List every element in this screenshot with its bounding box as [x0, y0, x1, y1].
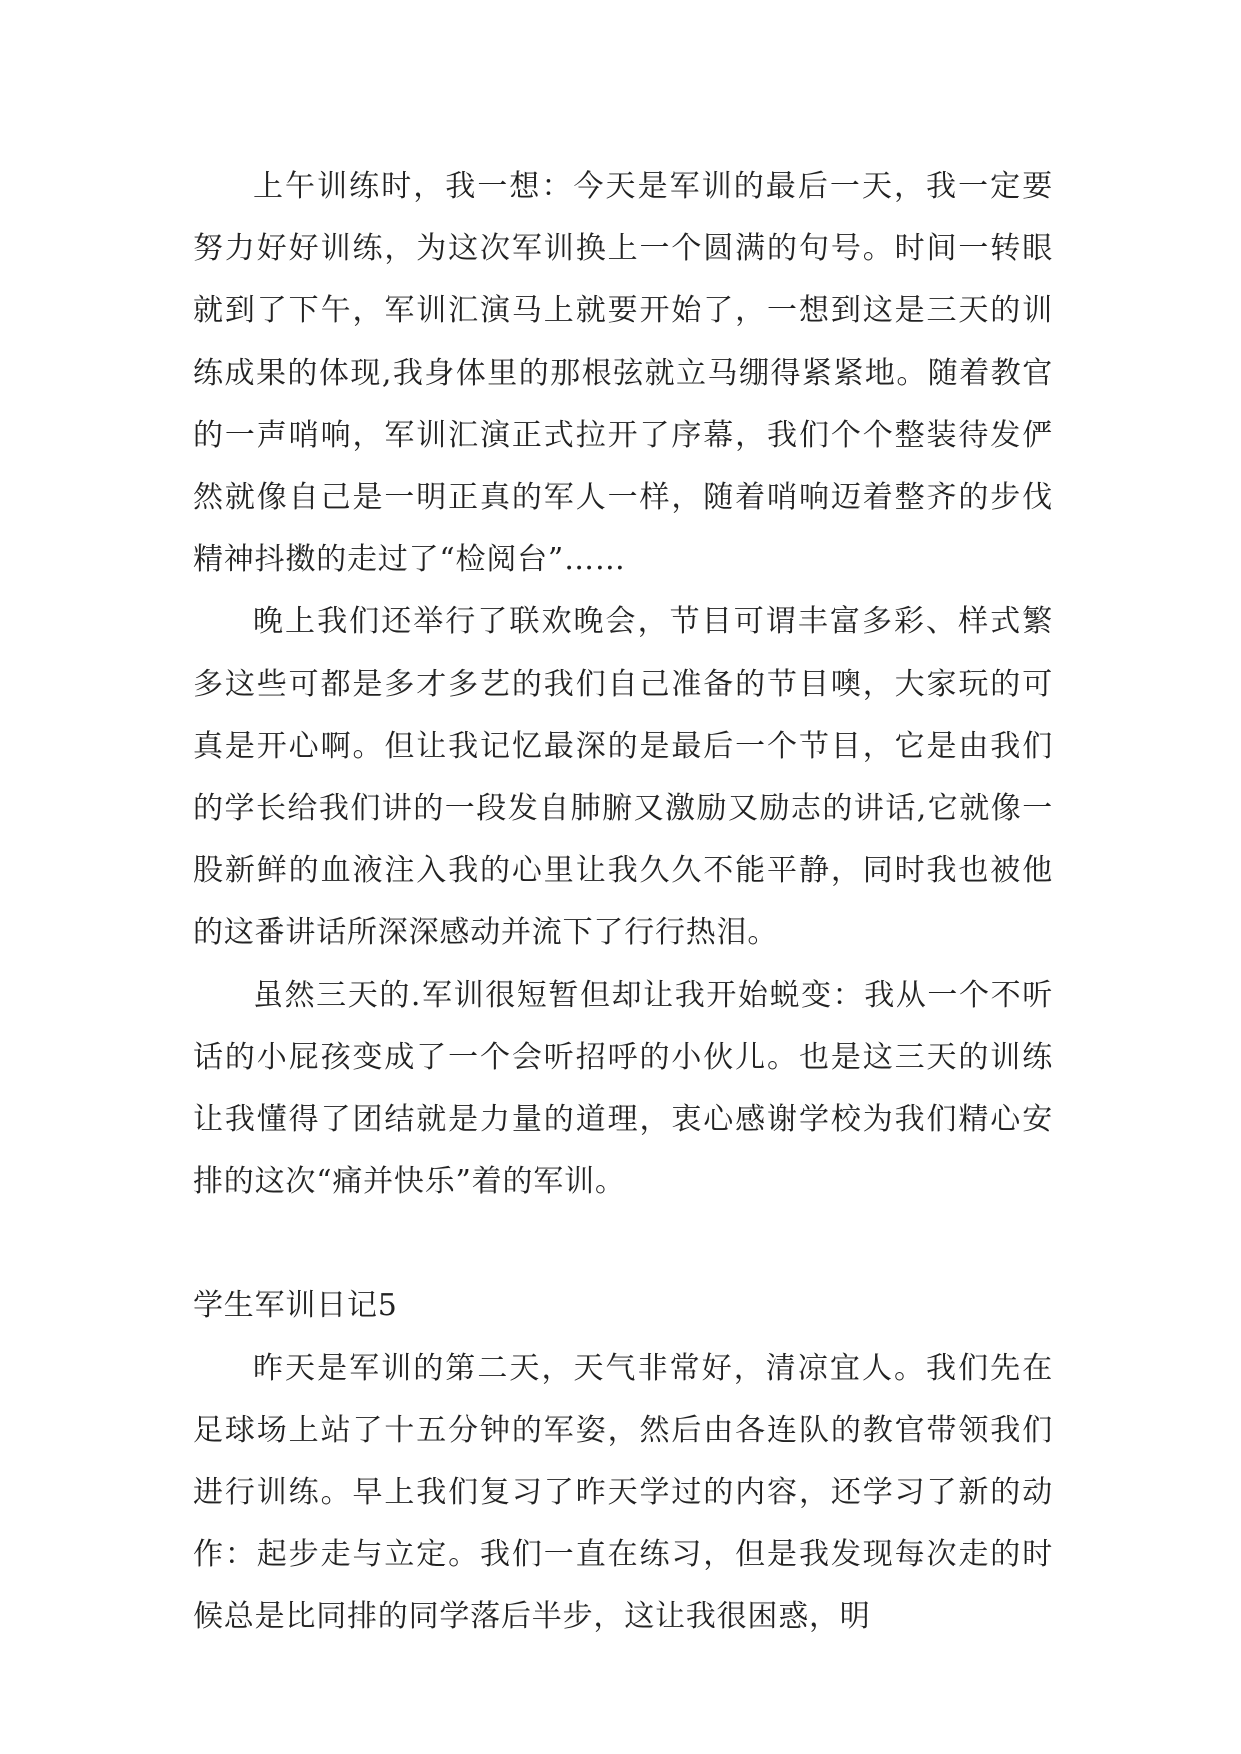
section-title: 学生军训日记5 [193, 1288, 398, 1324]
paragraph-second-day: 昨天是军训的第二天，天气非常好，清凉宜人。我们先在足球场上站了十五分钟的军姿，然后由各连队的教官带领我们进行训练。早上我们复习了昨天学过的内容，还学习了新的动作：起步走与立定。我们一直在练习，但是我发现每次走的时候总是比同排的同学落后半步，这让我很困惑，明 [193, 1350, 1053, 1635]
document-body [193, 156, 1053, 1649]
paragraph-military-parade: 上午训练时，我一想：今天是军训的最后一天，我一定要努力好好训练，为这次军训换上一个圆满的句号。时间一转眼就到了下午，军训汇演马上就要开始了，一想到这是三天的训练成果的体现,我身体里的那根弦就立马绷得紧紧地。随着教官的一声哨响，军训汇演正式拉开了序幕，我们个个整装待发俨然就像自己是一明正真的军人一样，随着哨响迈着整齐的步伐精神抖擞的走过了“检阅台”…… [193, 169, 1053, 578]
paragraph-reflection: 虽然三天的.军训很短暂但却让我开始蜕变：我从一个不听话的小屁孩变成了一个会听招呼的小伙儿。也是这三天的训练让我懂得了团结就是力量的道理，衷心感谢学校为我们精心安排的这次“痛并快乐”着的军训。 [193, 977, 1053, 1200]
paragraph-evening-party: 晚上我们还举行了联欢晚会，节目可谓丰富多彩、样式繁多这些可都是多才多艺的我们自己准备的节目噢，大家玩的可真是开心啊。但让我记忆最深的是最后一个节目，它是由我们的学长给我们讲的一段发自肺腑又激励又励志的讲话,它就像一股新鲜的血液注入我的心里让我久久不能平静，同时我也被他的这番讲话所深深感动并流下了行行热泪。 [193, 604, 1053, 951]
